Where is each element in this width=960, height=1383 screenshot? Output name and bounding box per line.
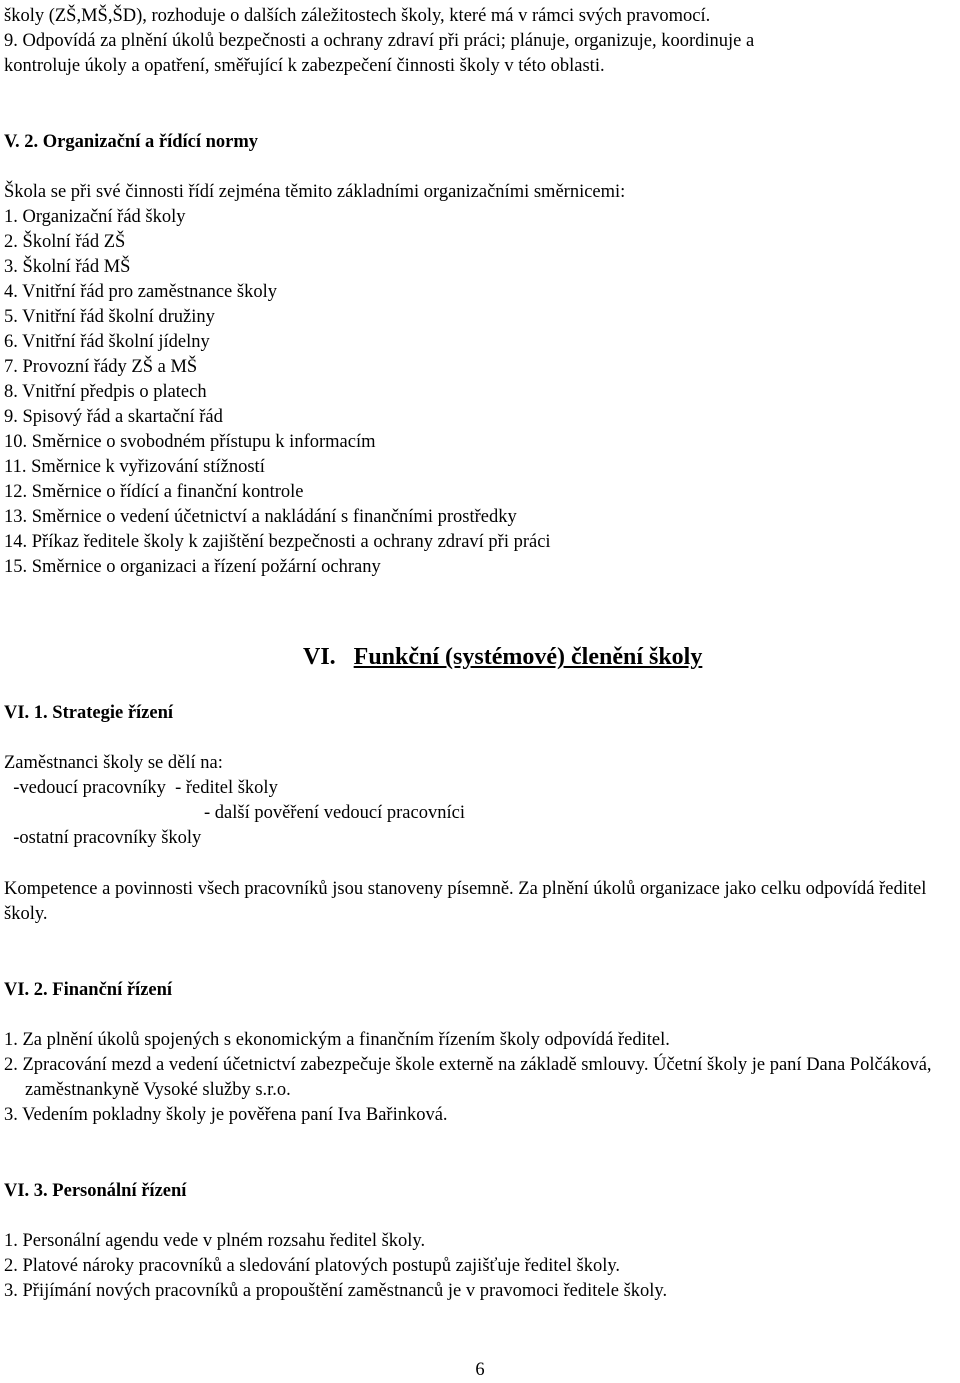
list-item: 1. Za plnění úkolů spojených s ekonomickým a finančním řízením školy odpovídá ředitel. xyxy=(4,1030,670,1050)
section-vi1-heading: VI. 1. Strategie řízení xyxy=(4,703,174,723)
list-item: 9. Spisový řád a skartační řád xyxy=(4,407,223,427)
list-item: 13. Směrnice o vedení účetnictví a nakládání s finančními prostředky xyxy=(4,507,517,527)
list-item: 4. Vnitřní řád pro zaměstnance školy xyxy=(4,282,277,302)
section-vi-title-text: Funkční (systémové) členění školy xyxy=(353,644,703,670)
list-item: 12. Směrnice o řídící a finanční kontrole xyxy=(4,482,304,502)
intro-line: školy (ZŠ,MŠ,ŠD), rozhoduje o dalších záležitostech školy, které má v rámci svých pravomocí. xyxy=(4,6,711,26)
list-item: 15. Směrnice o organizaci a řízení požární ochrany xyxy=(4,557,381,577)
section-vi-title xyxy=(303,642,702,672)
section-vi1-paragraph: Kompetence a povinnosti všech pracovníků jsou stanoveny písemně. Za plnění úkolů organizace jako celku odpovídá ředitel školy. xyxy=(4,879,927,924)
paragraph-line: - další pověření vedoucí pracovníci xyxy=(204,803,465,823)
list-item: 1. Personální agendu vede v plném rozsahu ředitel školy. xyxy=(4,1231,426,1251)
section-v2-body xyxy=(4,180,952,580)
list-item: 3. Školní řád MŠ xyxy=(4,257,131,277)
intro-line: kontroluje úkoly a opatření, směřující k zabezpečení činnosti školy v této oblasti. xyxy=(4,56,605,76)
section-vi1-body xyxy=(4,751,952,851)
list-item: 3. Vedením pokladny školy je pověřena paní Iva Bařinková. xyxy=(4,1105,448,1125)
section-v2-heading: V. 2. Organizační a řídící normy xyxy=(4,132,259,152)
section-vi3-heading: VI. 3. Personální řízení xyxy=(4,1181,187,1201)
paragraph-line: -ostatní pracovníky školy xyxy=(4,828,202,848)
list-item: 3. Přijímání nových pracovníků a propouštění zaměstnanců je v pravomoci ředitele školy. xyxy=(4,1281,668,1301)
list-item: 2. Školní řád ZŠ xyxy=(4,232,126,252)
section-vi-number: VI. xyxy=(303,644,336,670)
list-item: 14. Příkaz ředitele školy k zajištění bezpečnosti a ochrany zdraví při práci xyxy=(4,532,551,552)
list-item: 8. Vnitřní předpis o platech xyxy=(4,382,207,402)
section-vi3-body xyxy=(4,1229,952,1304)
list-item: 1. Organizační řád školy xyxy=(4,207,186,227)
section-v2-intro: Škola se při své činnosti řídí zejména těmito základními organizačními směrnicemi: xyxy=(4,182,626,202)
list-item: 2. Platové nároky pracovníků a sledování platových postupů zajišťuje ředitel školy. xyxy=(4,1256,621,1276)
page-number: 6 xyxy=(475,1360,485,1380)
list-item: 2. Zpracování mezd a vedení účetnictví zabezpečuje škole externě na základě smlouvy. Účetní školy je paní Dana Polčáková, zaměstnankyně Vysoké služby s.r.o. xyxy=(4,1055,932,1100)
list-item: 5. Vnitřní řád školní družiny xyxy=(4,307,215,327)
list-item: 6. Vnitřní řád školní jídelny xyxy=(4,332,210,352)
list-item: 7. Provozní řády ZŠ a MŠ xyxy=(4,357,198,377)
section-vi2-body xyxy=(4,1028,952,1128)
section-vi2-heading: VI. 2. Finanční řízení xyxy=(4,980,173,1000)
paragraph-line: Zaměstnanci školy se dělí na: xyxy=(4,753,223,773)
paragraph-line: -vedoucí pracovníky - ředitel školy xyxy=(4,778,278,798)
intro-line: 9. Odpovídá za plnění úkolů bezpečnosti a ochrany zdraví při práci; plánuje, organizuje, koordinuje a xyxy=(4,31,755,51)
list-item: 10. Směrnice o svobodném přístupu k informacím xyxy=(4,432,376,452)
list-item: 11. Směrnice k vyřizování stížností xyxy=(4,457,265,477)
intro-text xyxy=(4,4,952,79)
